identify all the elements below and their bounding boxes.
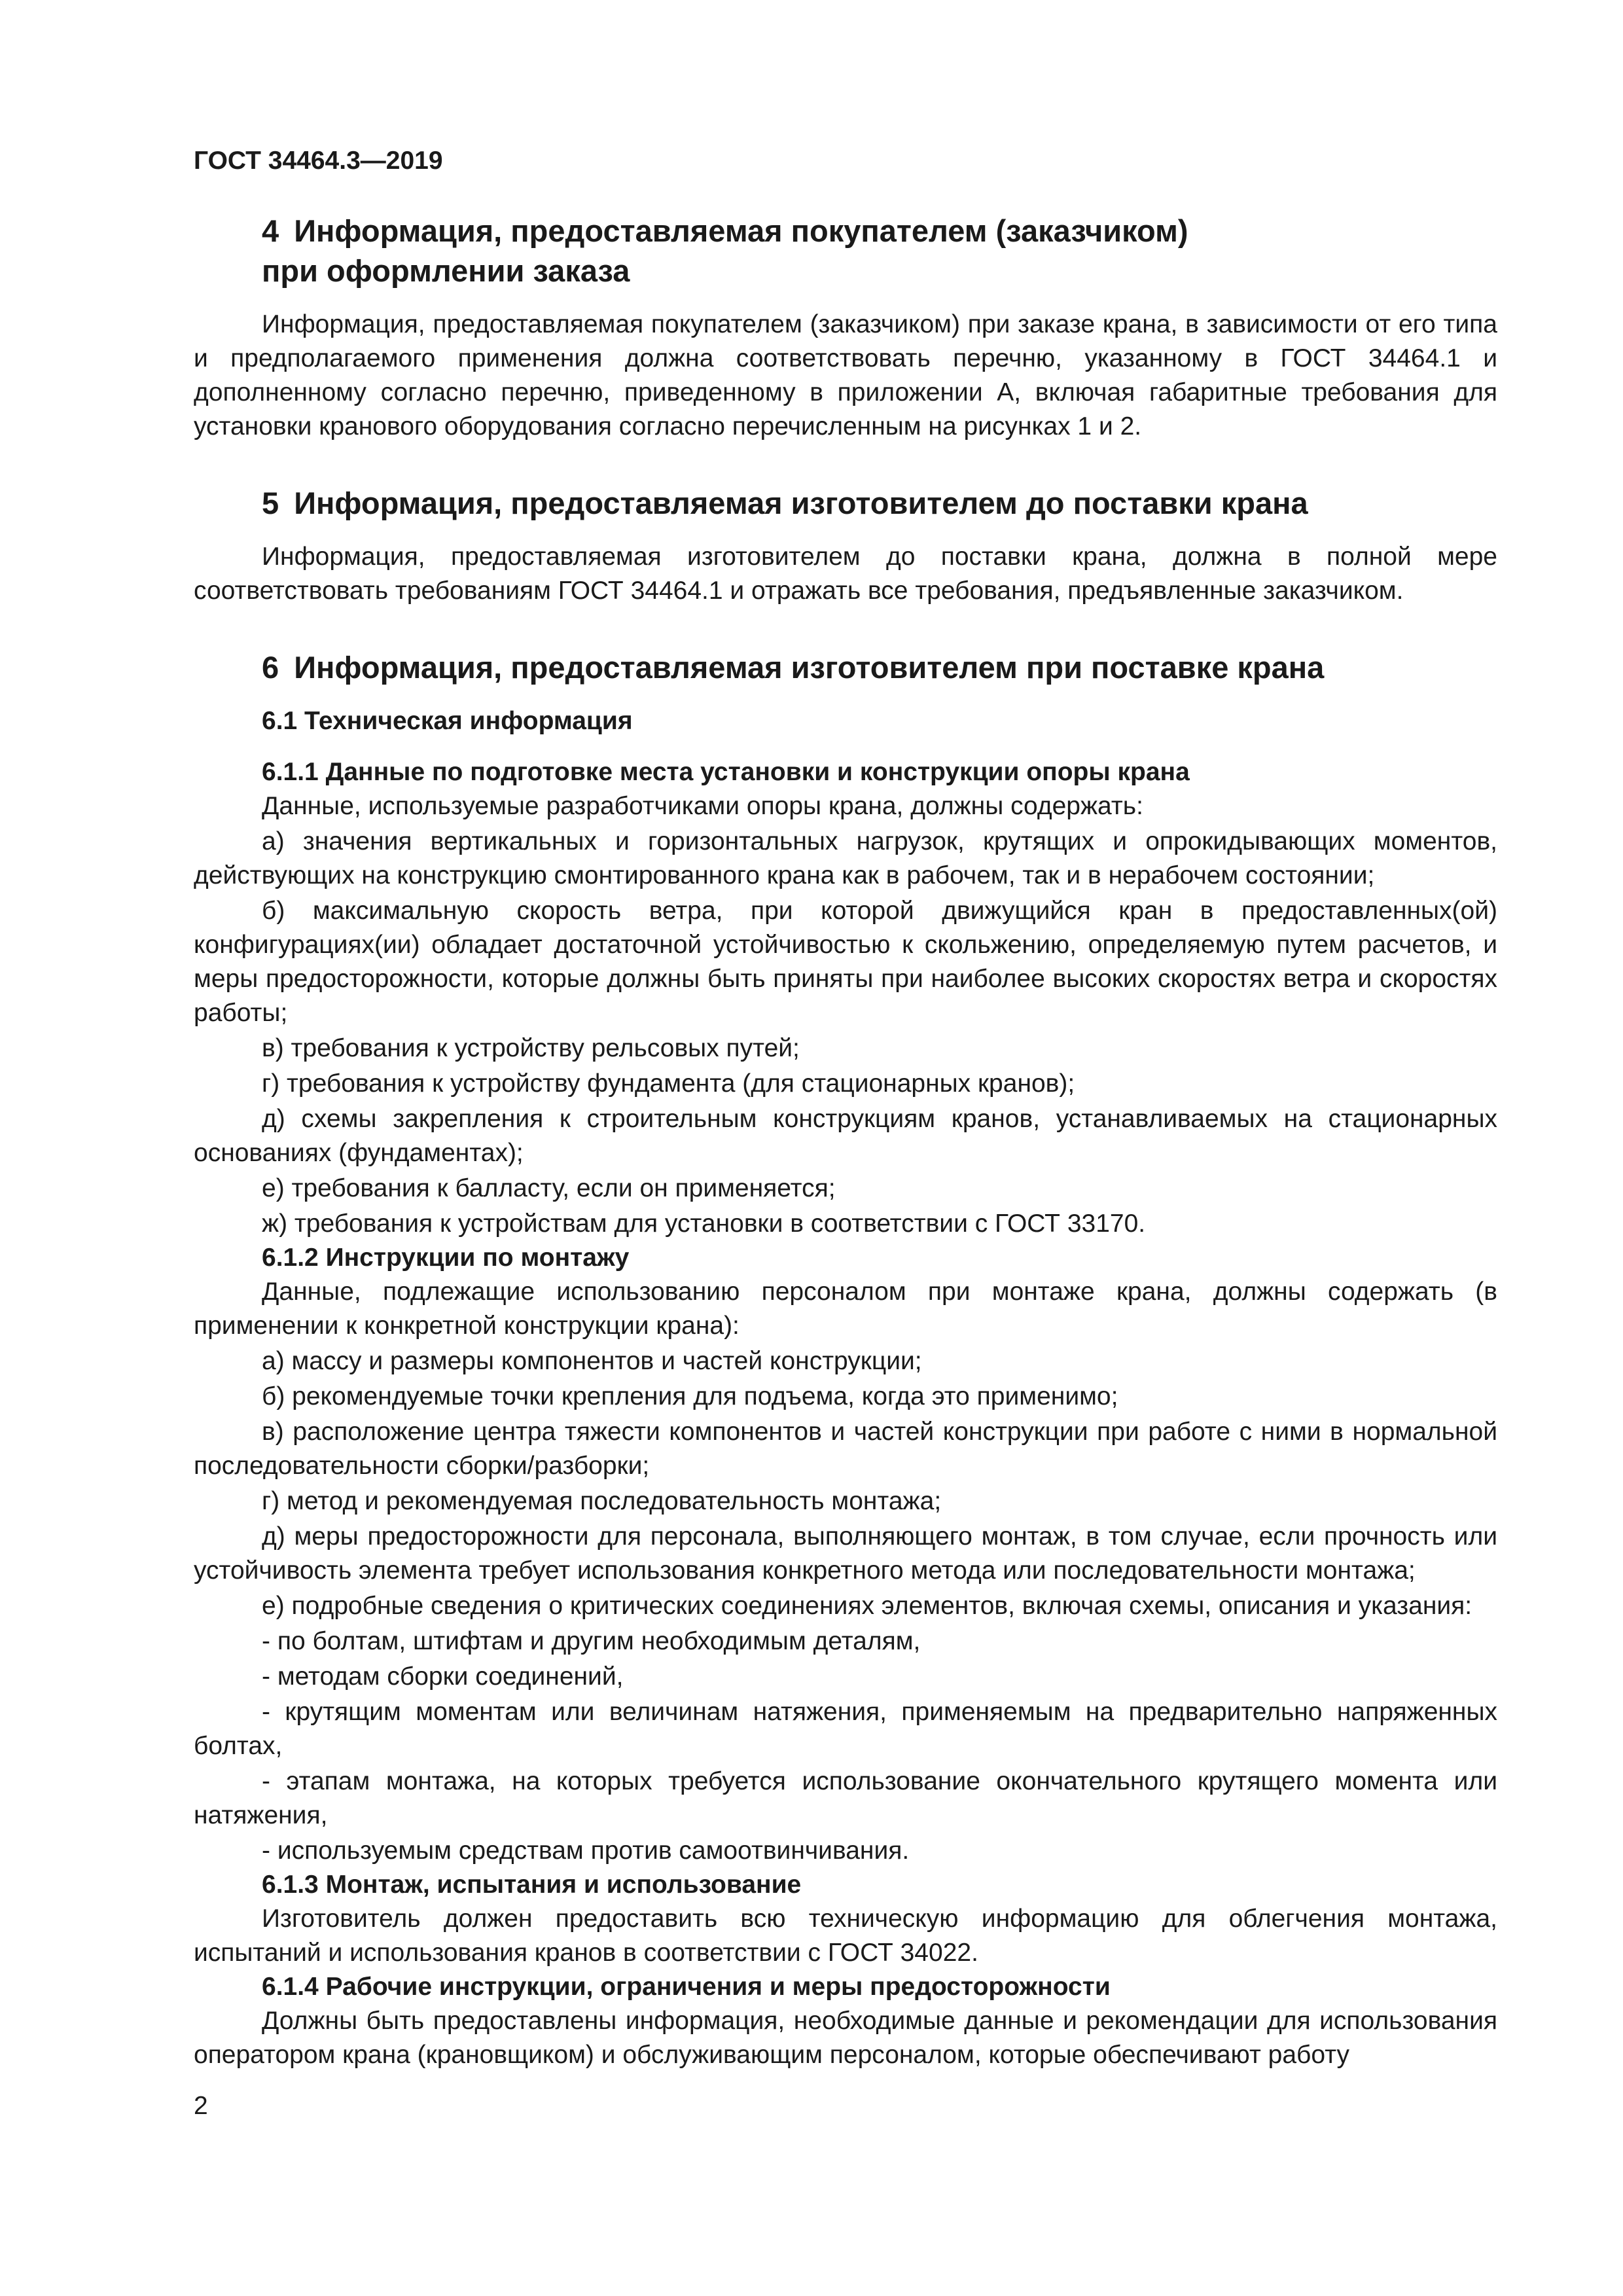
- section-6: [194, 647, 1497, 2072]
- list-item: - методам сборки соединений,: [262, 1662, 624, 1691]
- section-4-title-line1: Информация, предоставляемая покупателем (заказчиком): [294, 213, 1188, 248]
- section-6-title-text: Информация, предоставляемая изготовителем при поставке крана: [294, 650, 1325, 685]
- list-item: а) массу и размеры компонентов и частей конструкции;: [262, 1347, 922, 1376]
- subsection-6-1-2-title: 6.1.2 Инструкции по монтажу: [262, 1244, 630, 1272]
- section-6-title: [194, 647, 1497, 687]
- subsection-6-1-1-title: 6.1.1 Данные по подготовке места установки и конструкции опоры крана: [262, 758, 1190, 787]
- section-4-title-line2: при оформлении заказа: [262, 253, 630, 289]
- list-item: в) требования к устройству рельсовых путей;: [262, 1034, 800, 1063]
- subsection-6-1-3-title: 6.1.3 Монтаж, испытания и использование: [262, 1871, 802, 1899]
- section-5-number: 5: [262, 486, 279, 521]
- list-item: г) требования к устройству фундамента (для стационарных кранов);: [262, 1069, 1075, 1098]
- list-item: г) метод и рекомендуемая последовательность монтажа;: [262, 1487, 942, 1516]
- list-item: - крутящим моментам или величинам натяжения, применяемым на предварительно напряженных болтах,: [194, 1698, 1497, 1761]
- section-5: [194, 483, 1497, 608]
- list-item: е) подробные сведения о критических соединениях элементов, включая схемы, описания и указания:: [262, 1592, 1472, 1621]
- list-item: д) схемы закрепления к строительным конструкциям кранов, устанавливаемых на стационарных основаниях (фундаментах);: [194, 1105, 1497, 1168]
- list-item: б) рекомендуемые точки крепления для подъема, когда это применимо;: [262, 1382, 1118, 1411]
- list-item: е) требования к балласту, если он применяется;: [262, 1174, 836, 1203]
- list-item: - используемым средствам против самоотвинчивания.: [262, 1837, 910, 1865]
- list-item: ж) требования к устройствам для установки в соответствии с ГОСТ 33170.: [262, 1210, 1146, 1238]
- subsection-6-1-2-intro: Данные, подлежащие использованию персоналом при монтаже крана, должны содержать (в применении к конкретной конструкции крана):: [194, 1278, 1497, 1340]
- subsection-6-1-4-title: 6.1.4 Рабочие инструкции, ограничения и меры предосторожности: [262, 1973, 1111, 2001]
- page-number: 2: [194, 2092, 208, 2120]
- subsection-6-1-title: 6.1 Техническая информация: [262, 707, 633, 736]
- section-5-text: Информация, предоставляемая изготовителем до поставки крана, должна в полной мере соответствовать требованиям ГОСТ 34464.1 и отражать все требования, предъявленные заказчиком.: [194, 543, 1497, 605]
- subsection-6-1-4-text: Должны быть предоставлены информация, необходимые данные и рекомендации для использования оператором крана (крановщиком) и обслуживающим персоналом, которые обеспечивают работу: [194, 2007, 1497, 2070]
- list-item: б) максимальную скорость ветра, при которой движущийся кран в предоставленных(ой) конфигурациях(ии) обладает достаточной устойчивостью к скольжению, определяемую путем расчетов, и меры предосторожности, которые должны быть приняты при наиболее высоких скоростях ветра и скоростях работы;: [194, 897, 1497, 1028]
- document-id: ГОСТ 34464.3—2019: [194, 147, 443, 175]
- section-4-title: [194, 211, 1497, 291]
- section-5-title: [194, 483, 1497, 523]
- document-page: [194, 147, 1497, 2072]
- subsection-6-1-1-intro: Данные, используемые разработчиками опоры крана, должны содержать:: [262, 792, 1143, 821]
- section-5-title-text: Информация, предоставляемая изготовителем до поставки крана: [294, 486, 1308, 521]
- list-item: - этапам монтажа, на которых требуется использование окончательного крутящего момента или натяжения,: [194, 1767, 1497, 1830]
- section-4-text: Информация, предоставляемая покупателем (заказчиком) при заказе крана, в зависимости от его типа и предполагаемого применения должна соответствовать перечню, указанному в ГОСТ 34464.1 и дополненному согласно перечню, приведенному в приложении А, включая габаритные требования для установки кранового оборудования согласно перечисленным на рисунках 1 и 2.: [194, 310, 1497, 441]
- list-item: д) меры предосторожности для персонала, выполняющего монтаж, в том случае, если прочность или устойчивость элемента требует использования конкретного метода или последовательности монтажа;: [194, 1522, 1497, 1585]
- subsection-6-1-3-text: Изготовитель должен предоставить всю техническую информацию для облегчения монтажа, испытаний и использования кранов в соответствии с ГОСТ 34022.: [194, 1905, 1497, 1967]
- list-item: - по болтам, штифтам и другим необходимым деталям,: [262, 1627, 921, 1656]
- list-item: а) значения вертикальных и горизонтальных нагрузок, крутящих и опрокидывающих моментов, действующих на конструкцию смонтированного крана как в рабочем, так и в нерабочем состоянии;: [194, 827, 1497, 890]
- section-6-number: 6: [262, 650, 279, 685]
- section-4: [194, 211, 1497, 444]
- section-4-number: 4: [262, 213, 279, 248]
- list-item: в) расположение центра тяжести компонентов и частей конструкции при работе с ними в нормальной последовательности сборки/разборки;: [194, 1418, 1497, 1480]
